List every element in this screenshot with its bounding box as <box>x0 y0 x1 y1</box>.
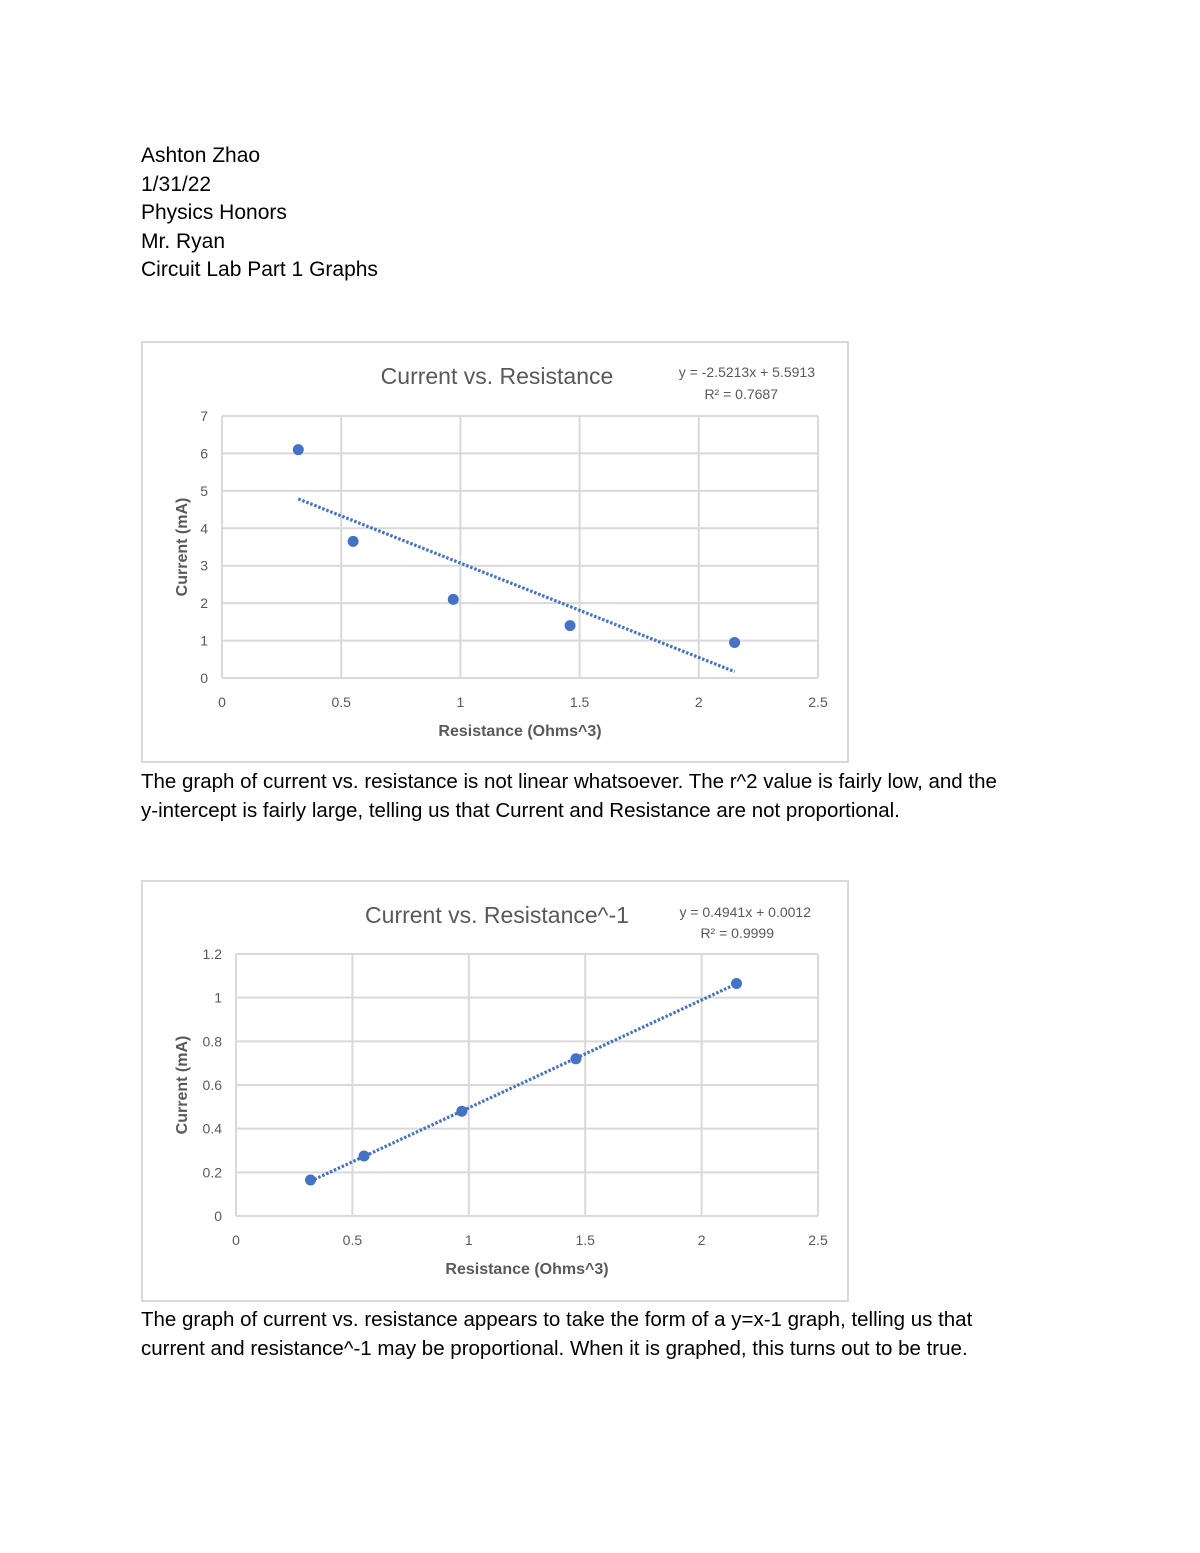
date: 1/31/22 <box>141 172 212 196</box>
y-tick-label: 1.2 <box>202 946 222 962</box>
y-axis-label: Current (mA) <box>174 497 191 597</box>
chart-current-vs-resistance <box>141 341 849 763</box>
x-tick-label: 2.5 <box>808 694 828 710</box>
y-tick-label: 0.2 <box>202 1164 222 1181</box>
trendline <box>310 984 736 1181</box>
x-tick-label: 0.5 <box>342 1232 363 1248</box>
data-point <box>293 444 304 455</box>
y-tick-label: 0 <box>214 1208 222 1224</box>
y-tick-label: 0.8 <box>202 1033 222 1050</box>
r-squared-label: R² = 0.9999 <box>700 925 774 941</box>
r-squared-label: R² = 0.7687 <box>704 386 778 402</box>
document-title: Circuit Lab Part 1 Graphs <box>141 258 378 282</box>
trendline <box>298 499 734 672</box>
trendline-equation: y = -2.5213x + 5.5913 <box>678 364 815 380</box>
chart-svg <box>143 882 851 1304</box>
x-tick-label: 1 <box>464 1232 473 1248</box>
y-tick-label: 3 <box>200 557 208 574</box>
chart-title: Current vs. Resistance^-1 <box>365 902 629 928</box>
x-axis-label: Resistance (Ohms^3) <box>445 1261 609 1278</box>
chart-svg <box>143 343 851 765</box>
y-tick-label: 0 <box>200 670 208 686</box>
teacher-name: Mr. Ryan <box>141 229 226 253</box>
y-tick-label: 2 <box>200 595 208 612</box>
y-tick-label: 7 <box>200 408 208 424</box>
data-point <box>570 1053 581 1064</box>
y-axis-label: Current (mA) <box>174 1035 191 1135</box>
x-tick-label: 0.5 <box>331 694 351 710</box>
x-tick-label: 2.5 <box>808 1232 828 1248</box>
y-tick-label: 0.4 <box>202 1120 222 1137</box>
course-name: Physics Honors <box>141 201 287 225</box>
caption-line: The graph of current vs. resistance appears to take the form of a y=x-1 graph, telling us that <box>141 1308 973 1331</box>
data-point <box>305 1174 316 1185</box>
caption-line: The graph of current vs. resistance is not linear whatsoever. The r^2 value is fairly low, and the <box>141 770 997 793</box>
x-tick-label: 1.5 <box>569 694 590 710</box>
data-point <box>731 978 742 989</box>
y-tick-label: 1 <box>214 989 222 1006</box>
data-point <box>359 1150 370 1161</box>
y-tick-label: 5 <box>200 482 208 499</box>
x-tick-label: 0 <box>232 1232 240 1248</box>
data-point <box>448 594 459 605</box>
x-tick-label: 2 <box>697 1232 706 1248</box>
y-tick-label: 4 <box>200 520 208 537</box>
x-tick-label: 0 <box>218 694 226 710</box>
author-name: Ashton Zhao <box>141 144 261 167</box>
chart-current-vs-inverse-resistance <box>141 880 849 1302</box>
x-axis-label: Resistance (Ohms^3) <box>438 723 602 740</box>
chart-title: Current vs. Resistance <box>380 363 614 389</box>
data-point <box>565 620 576 631</box>
caption-line: current and resistance^-1 may be proportional. When it is graphed, this turns out to be true. <box>141 1336 968 1360</box>
x-tick-label: 1 <box>456 694 465 710</box>
y-tick-label: 6 <box>200 445 208 462</box>
caption-line: y-intercept is fairly large, telling us that Current and Resistance are not proportional. <box>141 798 900 822</box>
data-point <box>348 536 359 547</box>
data-point <box>729 637 740 648</box>
document-header <box>141 142 378 285</box>
caption-first-graph <box>141 768 1101 825</box>
trendline-equation: y = 0.4941x + 0.0012 <box>679 904 811 920</box>
caption-second-graph <box>141 1306 1101 1363</box>
x-tick-label: 2 <box>694 694 703 710</box>
x-tick-label: 1.5 <box>575 1232 595 1248</box>
y-tick-label: 0.6 <box>202 1077 222 1093</box>
y-tick-label: 1 <box>200 632 208 649</box>
data-point <box>456 1106 467 1117</box>
